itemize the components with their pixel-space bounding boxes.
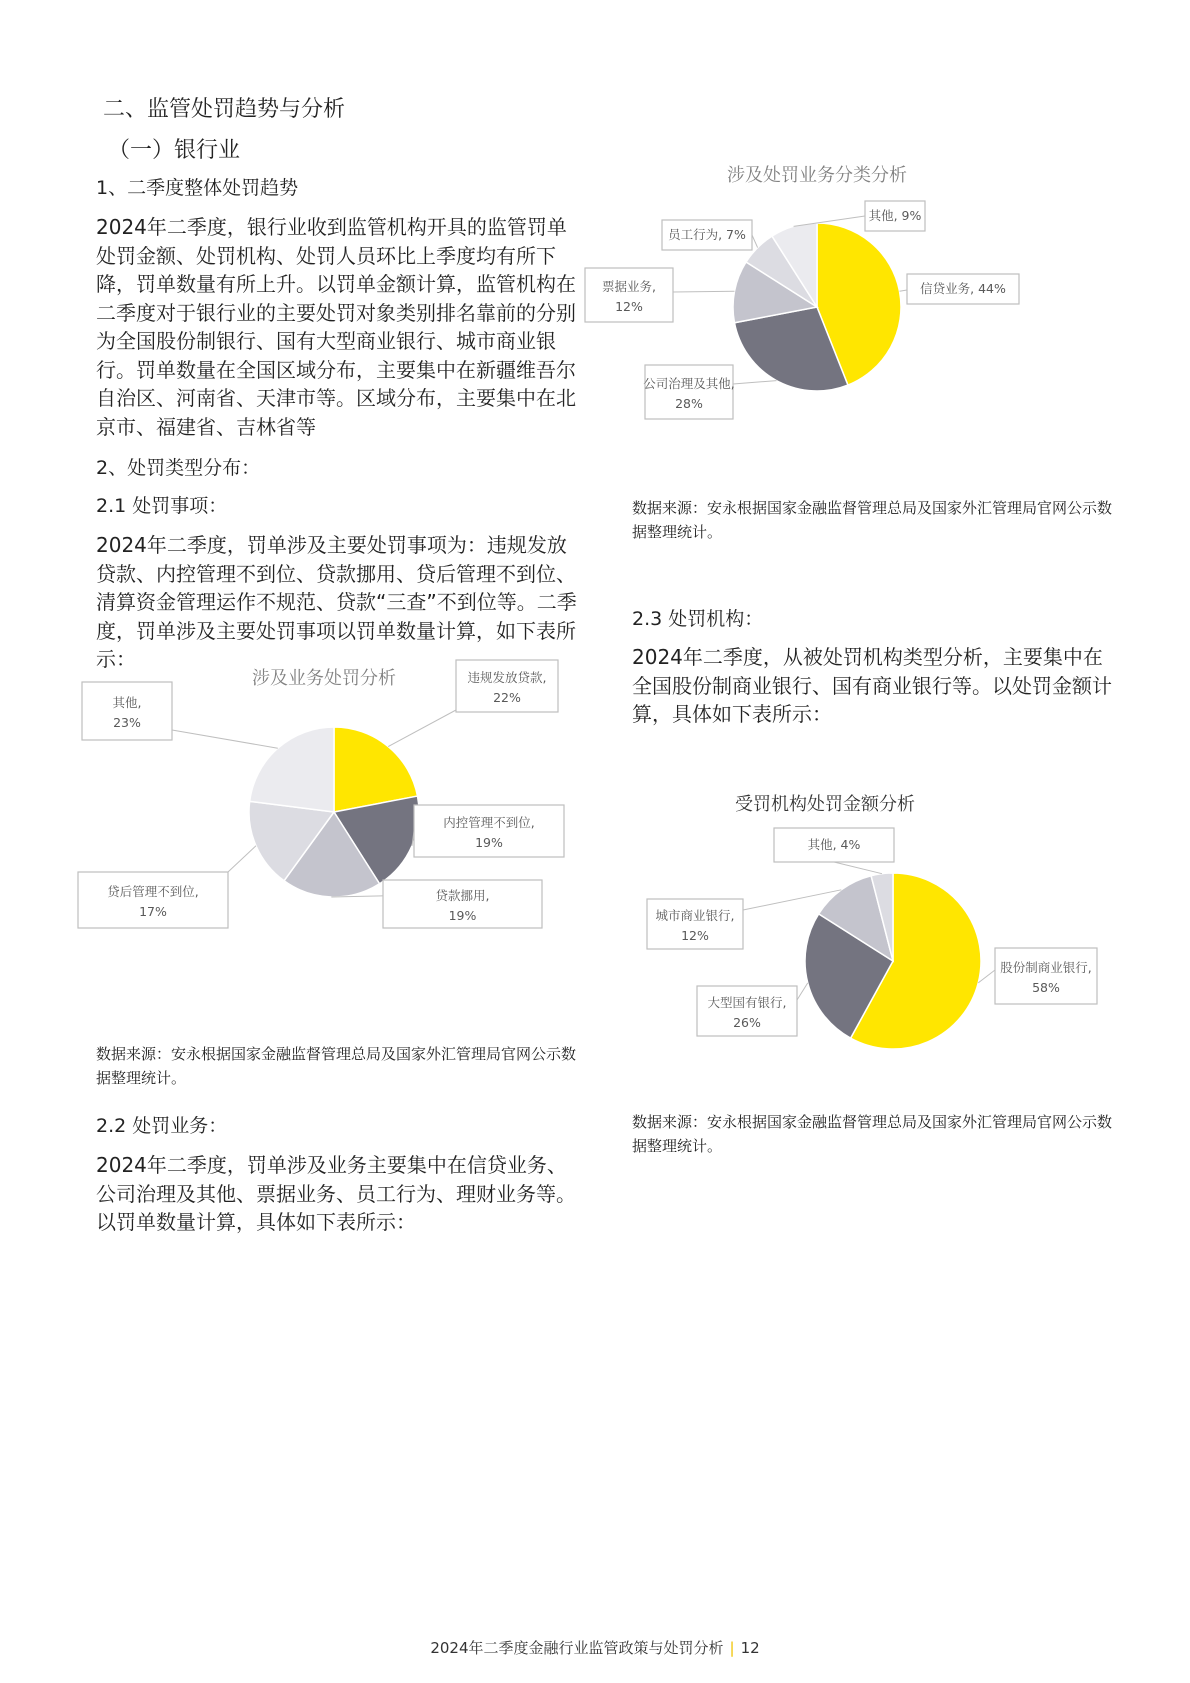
callout-line — [752, 235, 758, 248]
paragraph-items: 2024年二季度，罚单涉及主要处罚事项为：违规发放贷款、内控管理不到位、贷款挪用、贷后管理不到位、清算资金管理运作不规范、贷款“三查”不到位等。二季度，罚单涉及主要处罚事项以罚单数量计算，如下表所示： — [96, 533, 577, 671]
chart-title: 涉及业务处罚分析 — [252, 668, 396, 689]
data-label: 大型国有银行, 26% — [707, 995, 787, 1030]
callout-line — [388, 710, 456, 747]
data-label: 票据业务, 12% — [602, 279, 656, 314]
data-label: 员工行为, 7% — [668, 227, 746, 242]
data-label: 其他, 23% — [112, 695, 142, 730]
heading-institution: 2.3 处罚机构： — [632, 608, 764, 630]
data-label: 股份制商业银行, 58% — [1000, 960, 1092, 995]
chart-business-category — [602, 160, 1105, 460]
heading-business: 2.2 处罚业务： — [96, 1115, 228, 1137]
data-label: 贷款挪用, 19% — [435, 888, 490, 923]
heading-types: 2、处罚类型分布： — [96, 457, 261, 479]
page-footer — [0, 1637, 1190, 1658]
data-label-box — [78, 872, 228, 928]
data-label: 其他, 4% — [807, 837, 861, 852]
callout-line — [797, 983, 808, 1000]
data-label: 公司治理及其他, 28% — [643, 376, 735, 411]
data-label: 城市商业银行, 12% — [655, 908, 735, 943]
paragraph-trend: 2024年二季度，银行业收到监管机构开具的监管罚单处罚金额、处罚机构、处罚人员环比上季度均有所下降，罚单数量有所上升。以罚单金额计算，监管机构在二季度对于银行业的主要处罚对象类别排名靠前的分别为全国股份制银行、国有大型商业银行、城市商业银行。罚单数量在全国区域分布，主要集中在新疆维吾尔自治区、河南省、天津市等。区域分布，主要集中在北京市、福建省、吉林省等 — [96, 215, 576, 439]
pie-slice-4 — [250, 727, 334, 812]
footer-title: 2024年二季度金融行业监管政策与处罚分析 — [430, 1639, 724, 1657]
paragraph-business: 2024年二季度，罚单涉及业务主要集中在信贷业务、公司治理及其他、票据业务、员工行为、理财业务等。以罚单数量计算，具体如下表所示： — [96, 1153, 576, 1234]
callout-line — [900, 290, 907, 291]
callout-line — [228, 846, 256, 872]
page-number: 12 — [740, 1639, 760, 1657]
chart-title: 涉及处罚业务分类分析 — [727, 165, 907, 186]
callout-line — [733, 381, 777, 384]
data-label: 其他, 9% — [868, 208, 922, 223]
data-label: 信贷业务, 44% — [920, 281, 1006, 296]
callout-line — [834, 862, 882, 874]
data-label: 违规发放贷款, 22% — [467, 670, 547, 705]
chart-business-penalty — [84, 668, 584, 1000]
paragraph-institution: 2024年二季度，从被处罚机构类型分析，主要集中在全国股份制商业银行、国有商业银行等。以处罚金额计算，具体如下表所示： — [632, 645, 1112, 726]
data-label-box — [995, 948, 1097, 1004]
source-note-1: 数据来源：安永根据国家金融监督管理总局及国家外汇管理局官网公示数据整理统计。 — [96, 1045, 577, 1087]
data-label-box — [82, 682, 172, 740]
callout-line — [172, 730, 278, 748]
heading-trend: 1、二季度整体处罚趋势 — [96, 177, 299, 199]
data-label: 内控管理不到位, 19% — [443, 815, 535, 850]
source-note-2: 数据来源：安永根据国家金融监督管理总局及国家外汇管理局官网公示数据整理统计。 — [632, 499, 1113, 541]
chart-title: 受罚机构处罚金额分析 — [735, 794, 915, 815]
callout-line — [673, 291, 734, 292]
data-label: 贷后管理不到位, 17% — [107, 884, 199, 919]
footer-separator: | — [729, 1639, 735, 1657]
source-note-3: 数据来源：安永根据国家金融监督管理总局及国家外汇管理局官网公示数据整理统计。 — [632, 1113, 1113, 1155]
heading-items: 2.1 处罚事项： — [96, 495, 228, 517]
section-title: 二、监管处罚趋势与分析 — [103, 97, 346, 122]
chart-institution-amount — [635, 790, 1115, 1050]
section-subtitle: （一）银行业 — [108, 138, 241, 163]
